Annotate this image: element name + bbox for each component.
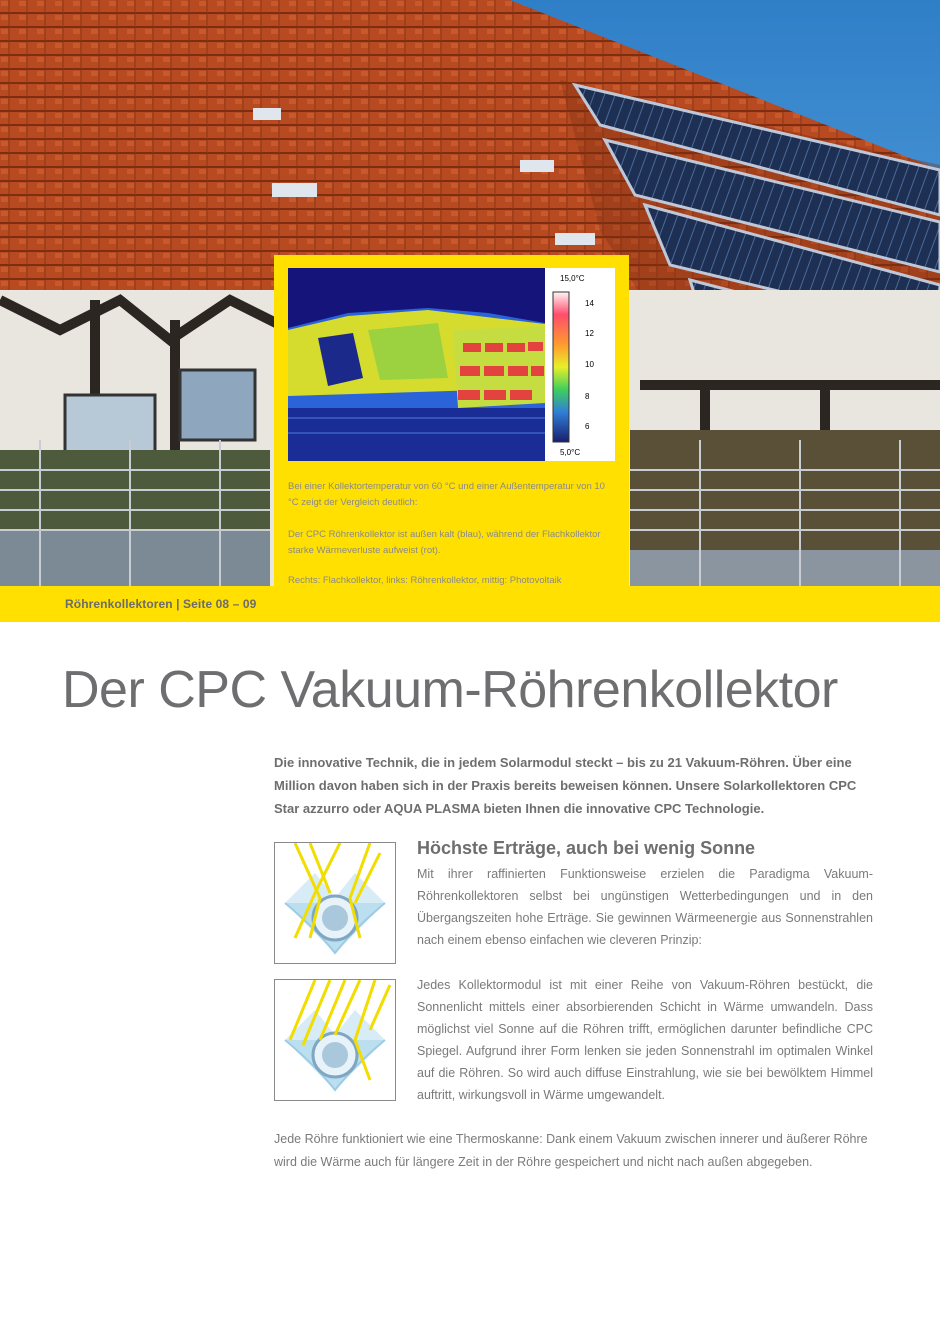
thermal-image-graphic	[288, 268, 615, 461]
body-paragraph-2: Jedes Kollektormodul ist mit einer Reihe von Vakuum-Röhren bestückt, die Sonnenlicht mittels einer absorbierenden Schicht in Wärme umwandeln. Dass möglichst viel Sonne auf die Röhren trifft, ermöglichen darunter befindliche CPC Spiegel. Aufgrund ihrer Form lenken sie jeden Sonnenstrahl im optimalen Winkel auf die Röhren. So wird auch diffuse Einstrahlung, wie sie bei bewölktem Himmel auftritt, wirkungsvoll in Wärme umgewandelt.	[417, 978, 873, 1102]
scale-tick: 8	[585, 392, 590, 401]
intro-paragraph: Die innovative Technik, die in jedem Solarmodul steckt – bis zu 21 Vakuum-Röhren. Über eine Million davon haben sich in der Praxis bereits beweisen können. Unsere Solarkollektoren CPC Star azzurro oder AQUA PLASMA bieten Ihnen die innovative CPC Technologie.	[274, 755, 857, 816]
scale-max-label: 15,0°C	[560, 274, 585, 283]
scale-tick: 10	[585, 360, 594, 369]
body-paragraph-3: Jede Röhre funktioniert wie eine Thermoskanne: Dank einem Vakuum zwischen innerer und äußerer Röhre wird die Wärme auch für längere Zeit in der Röhre gespeichert und nicht nach außen abgegeben.	[274, 1132, 868, 1169]
cpc-diagram-diffuse	[274, 979, 396, 1101]
cpc-diagram-reflection	[274, 842, 396, 964]
scale-tick: 12	[585, 329, 594, 338]
thermo-caption-1: Bei einer Kollektortemperatur von 60 °C und einer Außentemperatur von 10 °C zeigt der Vergleich deutlich:	[288, 481, 605, 508]
section-subheading: Höchste Erträge, auch bei wenig Sonne	[417, 838, 756, 858]
thermography-box	[274, 255, 629, 586]
cpc-diffuse-icon	[275, 980, 395, 1100]
scale-tick: 14	[585, 299, 594, 308]
scale-tick: 6	[585, 422, 590, 431]
scale-min-label: 5,0°C	[560, 448, 581, 457]
thermo-caption-2: Der CPC Röhrenkollektor ist außen kalt (blau), während der Flachkollektor starke Wärmeverluste aufweist (rot).	[288, 529, 601, 556]
body-paragraph-1: Mit ihrer raffinierten Funktionsweise erzielen die Paradigma Vakuum-Röhrenkollektoren selbst bei ungünstigen Wetterbedingungen und in den Übergangszeiten hohe Erträge. Sie gewinnen Wärmeenergie aus Sonnenstrahlen nach einem ebenso einfachen wie cleveren Prinzip:	[417, 867, 873, 947]
cpc-mirror-icon	[275, 843, 395, 963]
page-title: Der CPC Vakuum-Röhrenkollektor	[62, 661, 838, 719]
thermo-caption-3: Rechts: Flachkollektor, links: Röhrenkollektor, mittig: Photovoltaik	[288, 575, 562, 586]
section-tag: Röhrenkollektoren | Seite 08 – 09	[65, 597, 257, 611]
thermal-image	[288, 268, 615, 461]
